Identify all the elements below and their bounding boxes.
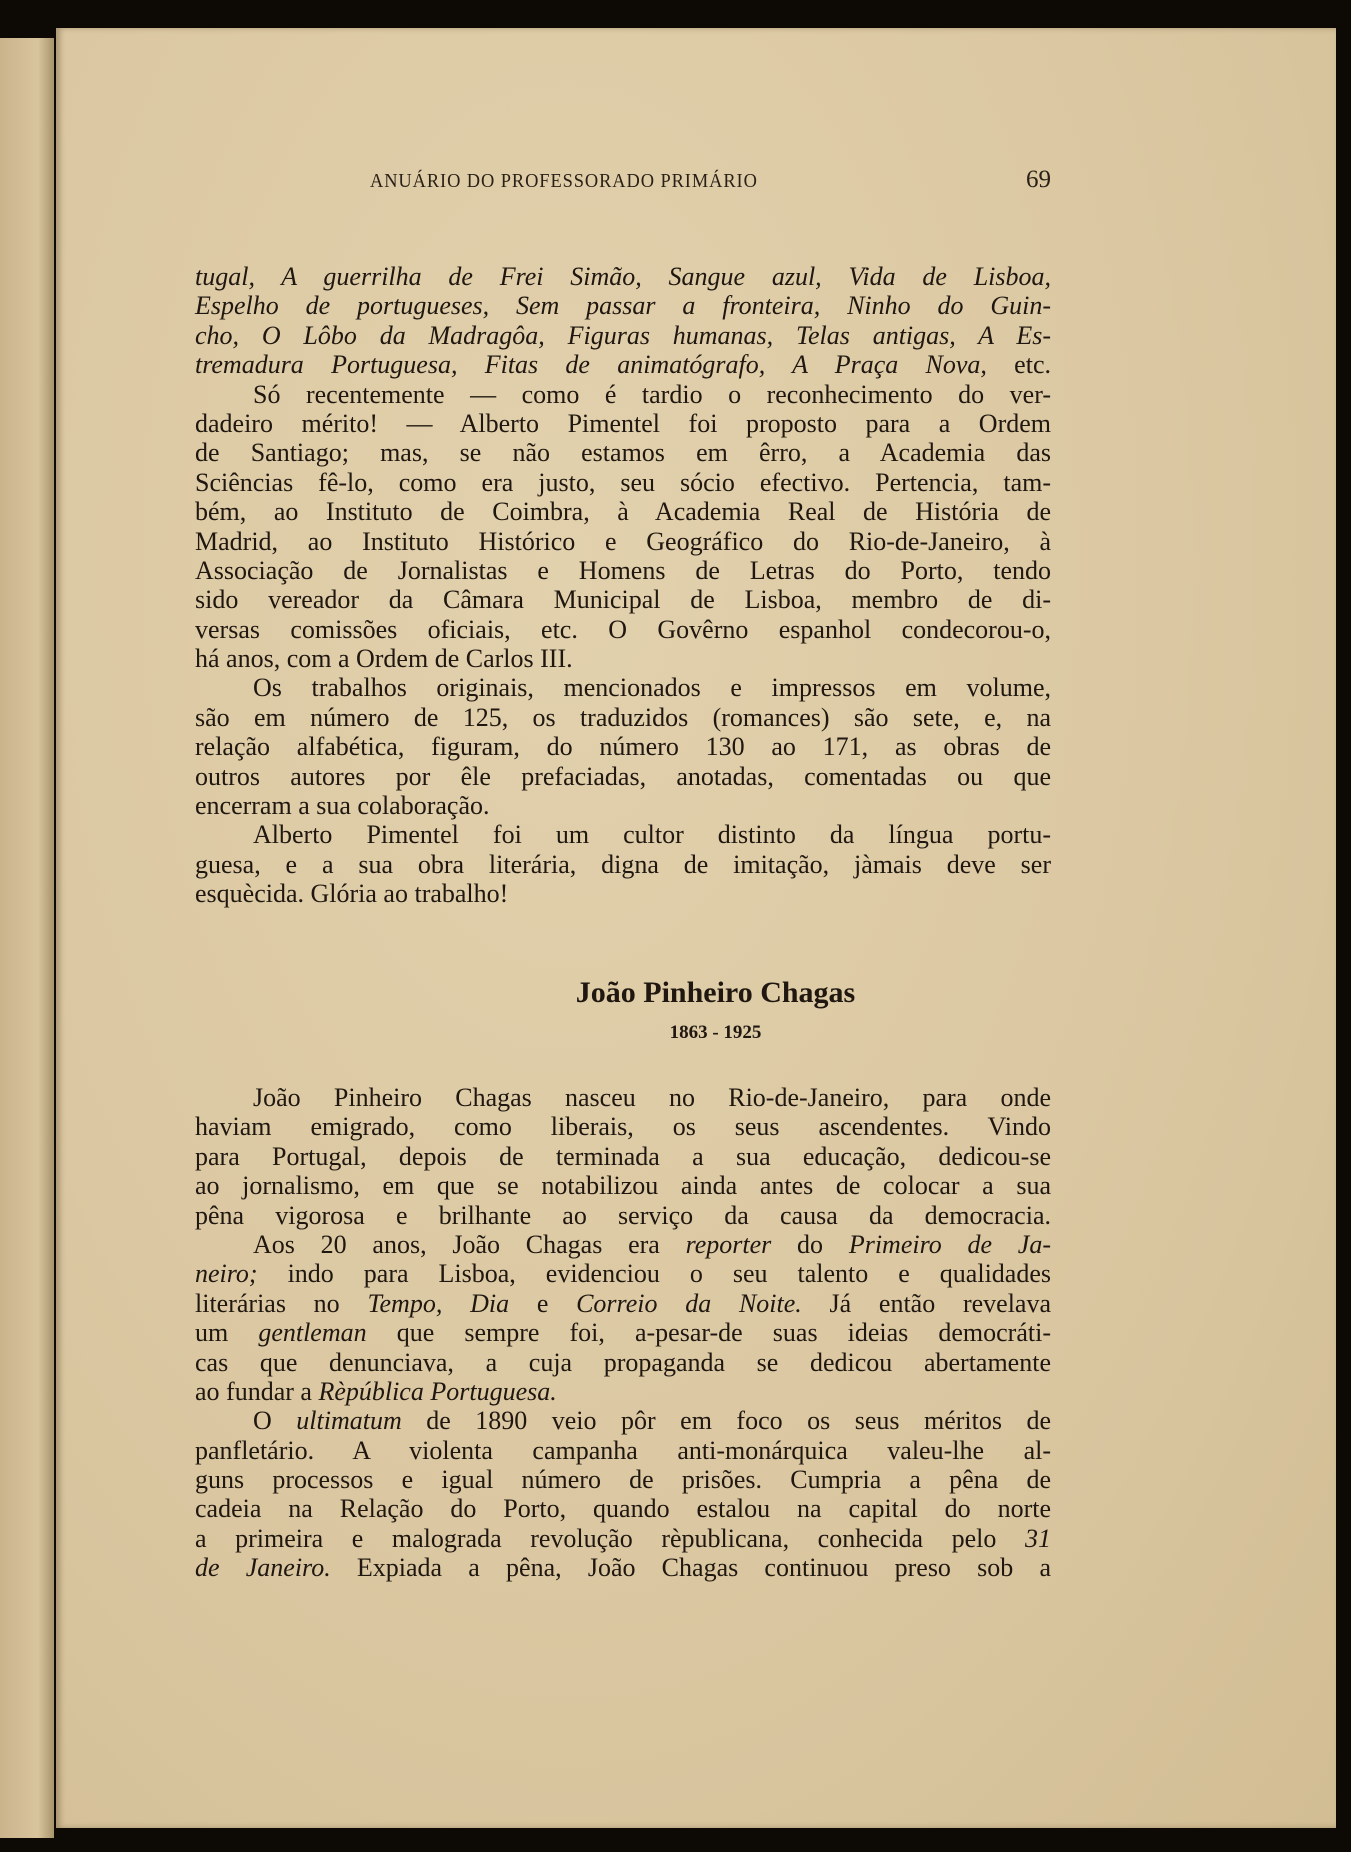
text: e [509, 1288, 577, 1318]
text-line [195, 438, 1051, 467]
italic-text: Primeiro de Ja- [848, 1229, 1051, 1259]
text: ao fundar a [195, 1376, 319, 1406]
text: de 1890 veio pôr em foco os seus méritos de [401, 1406, 1051, 1436]
text: há anos, com a Ordem de Carlos III. [195, 644, 573, 674]
text-line [195, 673, 1051, 702]
text: bém, ao Instituto de Coimbra, à Academia Real de História de [195, 497, 1051, 527]
italic-text: cho, O Lôbo da Madragôa, Figuras humanas, Telas antigas, A Es- [195, 320, 1051, 350]
text: O [253, 1406, 297, 1436]
italic-text: tugal, A guerrilha de Frei Simão, Sangue azul, Vida de Lisboa, [195, 262, 1051, 291]
section-alberto-pimentel-text [195, 262, 1051, 909]
text: Os trabalhos originais, mencionados e impressos em volume, [253, 673, 1051, 703]
text: sido vereador da Câmara Municipal de Lisboa, membro de di- [195, 585, 1051, 615]
text-line [195, 1201, 1051, 1230]
text-line [195, 527, 1051, 556]
italic-text: de Janeiro. [195, 1553, 331, 1583]
text: indo para Lisboa, evidenciou o seu talento e qualidades [257, 1259, 1051, 1289]
text: esquècida. Glória ao trabalho! [195, 879, 509, 909]
italic-text: Tempo, Dia [367, 1288, 510, 1318]
text: João Pinheiro Chagas nasceu no Rio-de-Janeiro, para onde [253, 1083, 1051, 1112]
page-number: 69 [1026, 166, 1051, 193]
italic-text: Correio da Noite. [576, 1288, 802, 1318]
text: do [771, 1229, 849, 1259]
text: Expiada a pêna, João Chagas continuou preso sob a [330, 1553, 1051, 1583]
text-line [195, 1494, 1051, 1523]
text: que sempre foi, a-pesar-de suas ideias democráti- [366, 1318, 1051, 1348]
text: etc. [986, 350, 1051, 380]
text: Alberto Pimentel foi um cultor distinto da língua portu- [253, 820, 1051, 850]
text: para Portugal, depois de terminada a sua educação, dedicou-se [195, 1141, 1051, 1171]
text-line [195, 1406, 1051, 1435]
text: guesa, e a sua obra literária, digna de imitação, jàmais deve ser [195, 849, 1051, 879]
text: pêna vigorosa e brilhante ao serviço da causa da democracia. [195, 1200, 1051, 1230]
text-line [195, 879, 1051, 908]
text-line [195, 1348, 1051, 1377]
text-line [195, 1289, 1051, 1318]
text: Madrid, ao Instituto Histórico e Geográfico do Rio-de-Janeiro, à [195, 526, 1051, 556]
text: Aos 20 anos, João Chagas era [253, 1229, 686, 1259]
italic-text: gentleman [258, 1318, 367, 1348]
text: panfletário. A violenta campanha anti-monárquica valeu-lhe al- [195, 1435, 1051, 1465]
text-line [195, 556, 1051, 585]
text-line [195, 1259, 1051, 1288]
italic-text: 31 [1025, 1523, 1051, 1553]
text-line [195, 644, 1051, 673]
text-line [195, 791, 1051, 820]
text-line [195, 1436, 1051, 1465]
text-line [195, 1142, 1051, 1171]
previous-page-edge [0, 38, 54, 1838]
text: relação alfabética, figuram, do número 130 ao 171, as obras de [195, 732, 1051, 762]
section-title: João Pinheiro Chagas [575, 976, 856, 1009]
text-line [195, 703, 1051, 732]
text-line [195, 1377, 1051, 1406]
text-line [195, 850, 1051, 879]
text: Já então revelava [801, 1288, 1051, 1318]
italic-text: Espelho de portugueses, Sem passar a fronteira, Ninho do Guin- [195, 291, 1051, 321]
text: encerram a sua colaboração. [195, 791, 490, 821]
running-header: ANUÁRIO DO PROFESSORADO PRIMÁRIO [370, 170, 758, 192]
text-line [195, 1112, 1051, 1141]
text-line [195, 1524, 1051, 1553]
text: um [195, 1318, 259, 1348]
text: cas que denunciava, a cuja propaganda se dedicou abertamente [195, 1347, 1051, 1377]
text: Só recentemente — como é tardio o reconhecimento do ver- [253, 379, 1051, 409]
text-line [195, 350, 1051, 379]
text-line [195, 468, 1051, 497]
italic-text: reporter [685, 1229, 772, 1259]
text-line [195, 1230, 1051, 1259]
text: outros autores por êle prefaciadas, anotadas, comentadas ou que [195, 761, 1051, 791]
text-line [195, 1553, 1051, 1582]
text: Sciências fê-lo, como era justo, seu sócio efectivo. Pertencia, tam- [195, 467, 1051, 497]
text: dadeiro mérito! — Alberto Pimentel foi proposto para a Ordem [195, 408, 1051, 438]
text: Associação de Jornalistas e Homens de Letras do Porto, tendo [195, 555, 1051, 585]
italic-text: Rèpública Portuguesa. [318, 1376, 557, 1406]
text-line [195, 585, 1051, 614]
text-line [195, 820, 1051, 849]
text: são em número de 125, os traduzidos (romances) são sete, e, na [195, 702, 1051, 732]
text-line [195, 1465, 1051, 1494]
text: cadeia na Relação do Porto, quando estalou na capital do norte [195, 1494, 1051, 1524]
section-joao-chagas-text [195, 1083, 1051, 1583]
text-line [195, 1318, 1051, 1347]
text-line [195, 380, 1051, 409]
italic-text: neiro; [195, 1259, 258, 1289]
italic-text: ultimatum [296, 1406, 402, 1436]
text-line [195, 321, 1051, 350]
text: de Santiago; mas, se não estamos em êrro, a Academia das [195, 438, 1051, 468]
text: versas comissões oficiais, etc. O Govêrno espanhol condecorou-o, [195, 614, 1051, 644]
text: literárias no [195, 1288, 368, 1318]
text-line [195, 1083, 1051, 1112]
text-line [195, 262, 1051, 291]
italic-text: tremadura Portuguesa, Fitas de animatógrafo, A Praça Nova, [195, 350, 987, 380]
section-dates: 1863 - 1925 [669, 1022, 762, 1043]
text-line [195, 615, 1051, 644]
text-line [195, 762, 1051, 791]
text-line [195, 291, 1051, 320]
text-line [195, 409, 1051, 438]
text-line [195, 497, 1051, 526]
text-line [195, 732, 1051, 761]
text-line [195, 1171, 1051, 1200]
text: a primeira e malograda revolução rèpublicana, conhecida pelo [195, 1523, 1025, 1553]
text: ao jornalismo, em que se notabilizou ainda antes de colocar a sua [195, 1171, 1051, 1201]
text: haviam emigrado, como liberais, os seus ascendentes. Vindo [195, 1112, 1051, 1142]
text: guns processos e igual número de prisões. Cumpria a pêna de [195, 1465, 1051, 1495]
